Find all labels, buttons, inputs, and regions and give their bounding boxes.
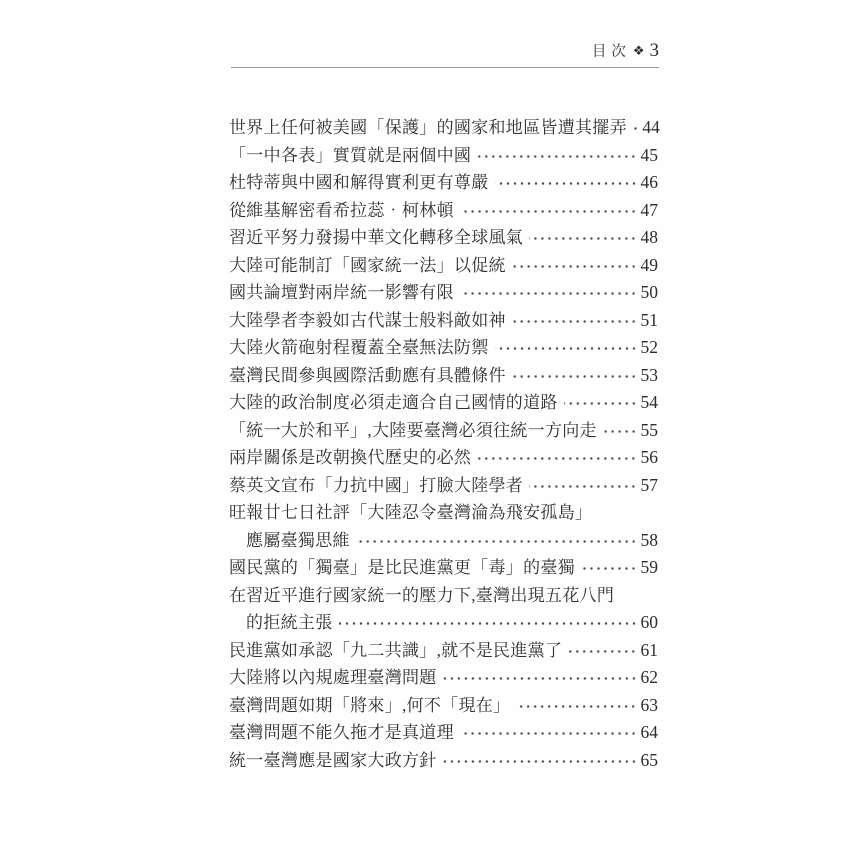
toc-item: [229, 692, 658, 720]
dot-leader: [460, 197, 637, 225]
toc-item-page-number: 60: [640, 612, 658, 632]
toc-item-title: 國民黨的「獨臺」是比民進黨更「毒」的臺獨: [229, 558, 575, 577]
dot-leader: [460, 719, 637, 747]
toc-item-page-number: 61: [640, 639, 658, 660]
toc-item-page-number: 54: [640, 392, 658, 412]
dot-leader: [477, 444, 637, 472]
toc-item: [229, 719, 658, 747]
toc-item: [229, 197, 658, 225]
toc-item-title: 在習近平進行國家統一的壓力下,臺灣出現五花八門: [229, 585, 615, 605]
toc-item: [229, 279, 658, 307]
diamond-ornament-icon: ❖: [632, 43, 645, 58]
toc-item-title: 大陸可能制訂「國家統一法」以促統: [229, 255, 506, 275]
toc-item-page-number: 48: [640, 227, 658, 247]
dot-leader: [339, 609, 638, 637]
page-header: [231, 40, 659, 68]
dot-leader: [356, 527, 637, 555]
toc-item-title: 兩岸關係是改朝換代歷史的必然: [229, 448, 472, 467]
toc-item-page-number: 63: [640, 694, 658, 715]
dot-leader: [495, 169, 638, 197]
dot-leader: [603, 417, 637, 445]
toc-item: [229, 609, 658, 637]
dot-leader: [568, 637, 637, 665]
toc-item-title: 臺灣問題不能久拖才是真道理: [229, 723, 454, 742]
toc-item-page-number: 49: [640, 254, 658, 275]
toc-item-page-number: 44: [642, 117, 660, 137]
dot-leader: [529, 472, 637, 500]
toc-item: [229, 389, 658, 417]
toc-item: [229, 664, 658, 692]
toc-item-title: 「統一大於和平」,大陸要臺灣必須往統一方向走: [229, 420, 597, 440]
toc-item-title: 「一中各表」實質就是兩個中國: [229, 145, 472, 165]
toc-item-page-number: 47: [640, 199, 658, 220]
toc-item: [229, 582, 658, 610]
dot-leader: [512, 307, 637, 335]
dot-leader: [443, 747, 637, 775]
toc-item-page-number: 58: [640, 529, 658, 550]
toc-item: [229, 472, 658, 500]
dot-leader: [516, 692, 637, 720]
toc-list: [229, 114, 658, 774]
header-section-title: 目次: [591, 44, 631, 60]
toc-item-page-number: 53: [640, 364, 658, 385]
toc-item-title: 國共論壇對兩岸統一影響有限: [229, 283, 454, 302]
toc-item-page-number: 56: [640, 447, 658, 467]
toc-item-page-number: 57: [640, 474, 658, 495]
toc-item: [229, 444, 658, 472]
toc-item-title: 大陸學者李毅如古代謀士般料敵如神: [229, 310, 506, 330]
dot-leader: [443, 664, 637, 692]
toc-item-title: 統一臺灣應是國家大政方針: [229, 750, 437, 770]
toc-item-title: 大陸火箭砲射程覆蓋全臺無法防禦: [229, 338, 489, 357]
toc-item: [229, 637, 658, 665]
toc-item: [229, 142, 658, 170]
toc-item-title: 應屬臺獨思維: [246, 530, 350, 550]
toc-item-page-number: 55: [640, 419, 658, 440]
toc-item: [229, 499, 658, 527]
toc-item-title: 大陸將以內規處理臺灣問題: [229, 668, 437, 687]
toc-item-page-number: 64: [640, 722, 658, 742]
toc-item-title: 臺灣問題如期「將來」,何不「現在」: [229, 695, 511, 715]
toc-item-title: 習近平努力發揚中華文化轉移全球風氣: [229, 228, 524, 247]
toc-item: [229, 417, 658, 445]
toc-item: [229, 527, 658, 555]
header-page-number: 3: [649, 40, 659, 61]
dot-leader: [460, 279, 637, 307]
dot-leader: [564, 389, 637, 417]
toc-item: [229, 362, 658, 390]
toc-item-title: 從維基解密看希拉蕊‧柯林頓: [229, 200, 454, 220]
toc-item-title: 臺灣民間參與國際活動應有具體條件: [229, 365, 506, 385]
toc-item: [229, 114, 658, 142]
dot-leader: [512, 252, 637, 280]
dot-leader: [633, 114, 639, 142]
dot-leader: [477, 142, 637, 170]
toc-item-page-number: 45: [640, 144, 658, 165]
toc-item: [229, 169, 658, 197]
toc-item-title: 蔡英文宣布「力抗中國」打臉大陸學者: [229, 475, 524, 495]
toc-item-title: 的拒統主張: [246, 613, 333, 632]
toc-item: [229, 307, 658, 335]
toc-item-page-number: 51: [640, 309, 658, 330]
toc-item: [229, 747, 658, 775]
toc-item: [229, 334, 658, 362]
toc-item: [229, 554, 658, 582]
toc-item-title: 民進黨如承認「九二共識」,就不是民進黨了: [229, 640, 563, 660]
toc-item-title: 世界上任何被美國「保護」的國家和地區皆遭其擺弄: [229, 118, 627, 137]
toc-item-page-number: 65: [640, 749, 658, 770]
toc-item-page-number: 52: [640, 337, 658, 357]
toc-item: [229, 252, 658, 280]
toc-item-page-number: 62: [640, 667, 658, 687]
dot-leader: [581, 554, 637, 582]
toc-item-title: 杜特蒂與中國和解得實利更有尊嚴: [229, 173, 489, 192]
toc-item-page-number: 59: [640, 557, 658, 577]
toc-item-title: 大陸的政治制度必須走適合自己國情的道路: [229, 393, 558, 412]
toc-item-page-number: 50: [640, 282, 658, 302]
toc-item: [229, 224, 658, 252]
dot-leader: [529, 224, 637, 252]
toc-item-title: 旺報廿七日社評「大陸忍令臺灣淪為飛安孤島」: [229, 503, 593, 522]
dot-leader: [512, 362, 637, 390]
dot-leader: [495, 334, 638, 362]
toc-item-page-number: 46: [640, 172, 658, 192]
